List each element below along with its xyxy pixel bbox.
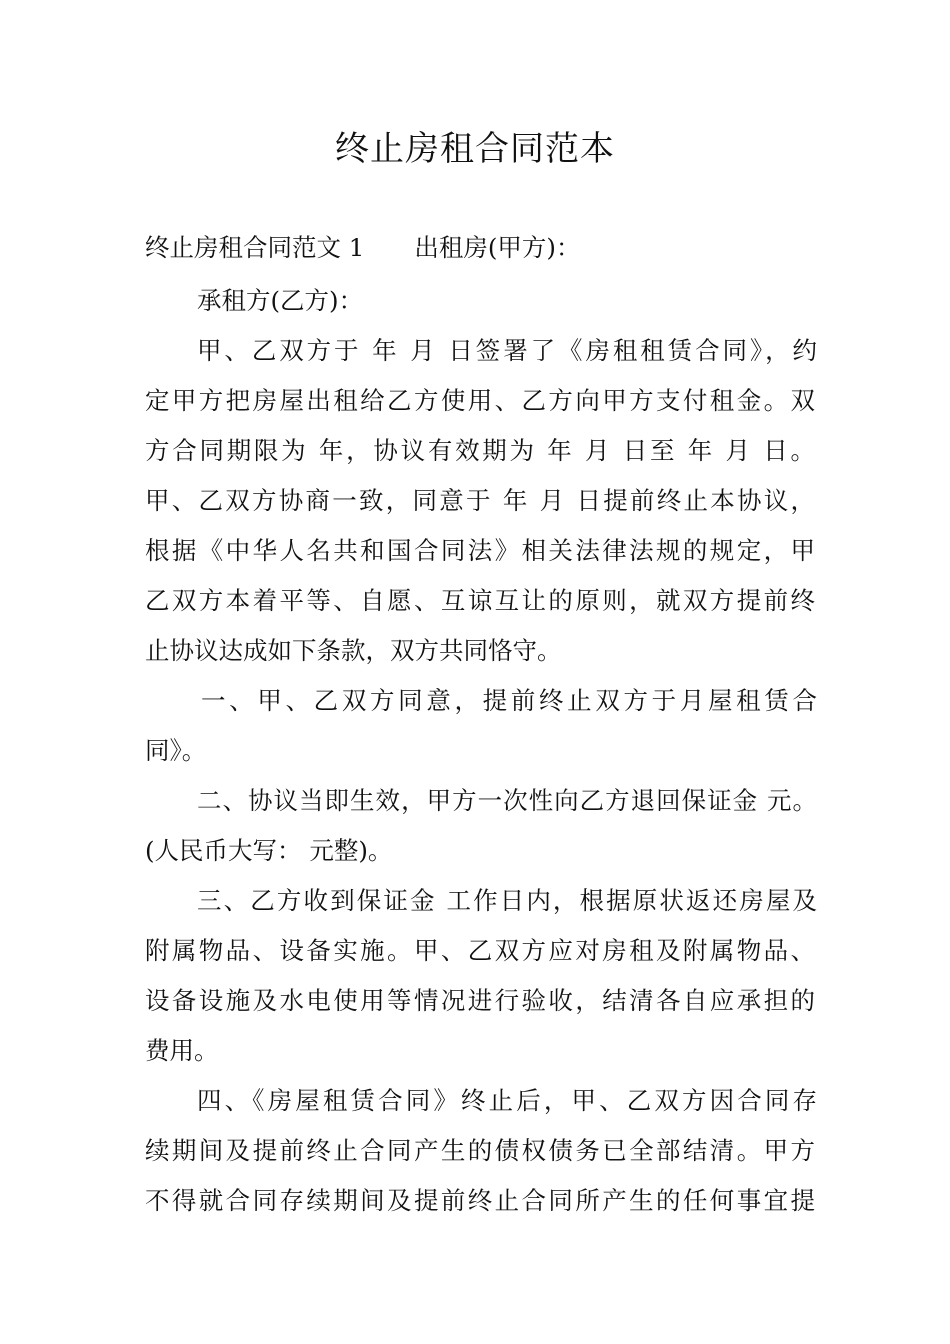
clause-3-line: 三、乙方收到保证金 工作日内，根据原状返还房屋及: [197, 886, 817, 915]
document-title: 终止房租合同范本: [335, 129, 615, 169]
paragraph-line: 甲、乙双方协商一致，同意于 年 月 日提前终止本协议，: [145, 486, 815, 515]
paragraph-line: 定甲方把房屋出租给乙方使用、乙方向甲方支付租金。双: [145, 386, 815, 415]
paragraph-line: 甲、乙双方于 年 月 日签署了《房租租赁合同》，约: [197, 336, 817, 365]
paragraph-line: 方合同期限为 年，协议有效期为 年 月 日至 年 月 日。: [145, 436, 815, 465]
lessee-label: 承租方(乙方)：: [197, 286, 364, 315]
clause-2-line: (人民币大写： 元整)。: [145, 836, 393, 865]
clause-2-line: 二、协议当即生效，甲方一次性向乙方退回保证金 元。: [197, 786, 817, 815]
section-heading: 终止房租合同范文 1: [145, 233, 365, 262]
clause-1-line: 同》。: [145, 736, 207, 765]
clause-3-line: 附属物品、设备实施。甲、乙双方应对房租及附属物品、: [145, 936, 815, 965]
clause-3-line: 费用。: [145, 1036, 219, 1065]
document-line-1: [145, 231, 815, 265]
clause-4-line: 续期间及提前终止合同产生的债权债务已全部结清。甲方: [145, 1136, 815, 1165]
paragraph-line: 乙双方本着平等、自愿、互谅互让的原则，就双方提前终: [145, 586, 815, 615]
lessor-label: 出租房(甲方)：: [414, 233, 581, 262]
paragraph-line: 止协议达成如下条款，双方共同恪守。: [145, 636, 562, 665]
clause-4-line: 四、《房屋租赁合同》终止后，甲、乙双方因合同存: [197, 1086, 817, 1115]
clause-3-line: 设备设施及水电使用等情况进行验收，结清各自应承担的: [145, 986, 815, 1015]
paragraph-line: 根据《中华人名共和国合同法》相关法律法规的规定，甲: [145, 536, 815, 565]
clause-1-line: 一、甲、乙双方同意，提前终止双方于月屋租赁合: [201, 686, 817, 715]
clause-4-line: 不得就合同存续期间及提前终止合同所产生的任何事宜提: [145, 1186, 815, 1215]
